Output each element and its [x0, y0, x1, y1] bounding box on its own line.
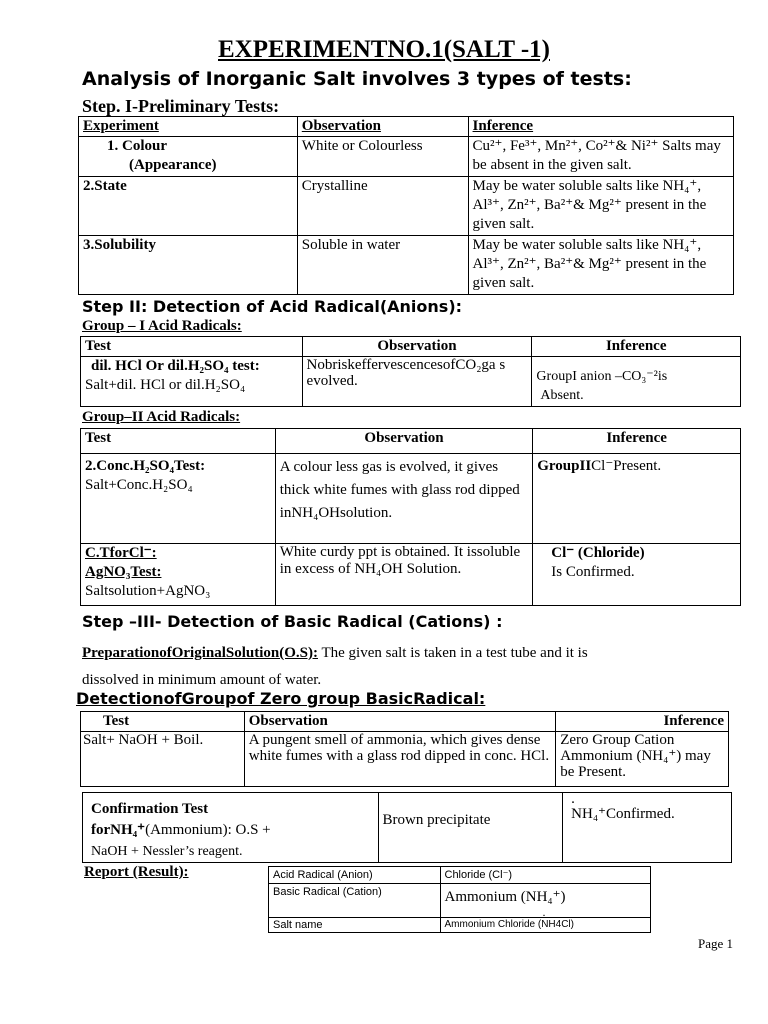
observation-cell: Brown precipitate — [378, 793, 563, 863]
table-row — [79, 236, 734, 295]
experiment-name: 1. Colour — [107, 138, 167, 154]
inference-cell — [563, 793, 732, 863]
confirmation-ion: forNH₄⁺ — [91, 822, 146, 838]
confirmation-table — [82, 792, 732, 863]
test-cell — [81, 544, 276, 606]
header-experiment: Experiment — [79, 117, 298, 137]
experiment-cell: 2.State — [79, 177, 298, 236]
report-table — [268, 866, 651, 933]
inference-cell: Cu²⁺, Fe³⁺, Mn²⁺, Co²⁺& Ni²⁺ Salts may be absent in the given salt. — [468, 137, 733, 177]
inference-line: GroupI anion –CO₃⁻²is — [536, 369, 668, 384]
group2-heading: Group–II Acid Radicals: — [82, 409, 241, 425]
table-row — [79, 137, 734, 177]
observation-cell: Crystalline — [297, 177, 468, 236]
confirmation-procedure: (Ammonium): O.S + — [145, 822, 271, 838]
header-observation: Observation — [302, 337, 532, 357]
table-header-row — [81, 712, 729, 732]
zero-group-heading: DetectionofGroupof Zero group BasicRadical: — [76, 689, 486, 708]
original-solution-paragraph — [82, 640, 722, 694]
test-procedure: Salt+dil. HCl or dil.H₂SO₄ — [85, 377, 246, 393]
header-inference: Inference — [468, 117, 733, 137]
page-title: EXPERIMENTNO.1(SALT -1) — [218, 36, 550, 63]
confirmation-test-line: NaOH + Nessler’s reagent. — [91, 844, 243, 859]
table-row — [269, 884, 651, 918]
report-label: Basic Radical (Cation) — [269, 884, 441, 918]
report-heading: Report (Result): — [84, 864, 189, 880]
inference-cell — [532, 357, 741, 407]
inference-line: NH₄⁺Confirmed. — [571, 806, 675, 822]
test-procedure: Salt+Conc.H₂SO₄ — [85, 477, 193, 493]
report-value: Chloride (Cl⁻) — [440, 867, 651, 884]
group1-heading: Group – I Acid Radicals: — [82, 318, 242, 334]
experiment-cell — [79, 137, 298, 177]
zero-group-table — [80, 711, 729, 787]
report-label: Salt name — [269, 918, 441, 933]
report-label: Acid Radical (Anion) — [269, 867, 441, 884]
group2-table — [80, 428, 741, 606]
observation-cell: White or Colourless — [297, 137, 468, 177]
report-dot: . — [542, 905, 546, 919]
inference-cell — [533, 454, 741, 544]
test-cell: Salt+ NaOH + Boil. — [81, 732, 245, 787]
step2-heading: Step II: Detection of Acid Radical(Anions): — [82, 297, 463, 316]
test-name: AgNO₃Test: — [85, 564, 162, 580]
table-row — [79, 177, 734, 236]
header-test: Test — [81, 712, 245, 732]
header-observation: Observation — [275, 429, 532, 454]
table-row — [269, 918, 651, 933]
inference-text: Cl⁻Present. — [591, 458, 662, 474]
header-observation: Observation — [244, 712, 555, 732]
test-cell — [83, 793, 379, 863]
table-row — [81, 732, 729, 787]
inference-line: Is Confirmed. — [551, 564, 635, 580]
observation-cell: NobriskeffervescencesofCO₂ga s evolved. — [302, 357, 532, 407]
confirmation-test-label: Confirmation Test — [91, 801, 209, 817]
observation-cell: Soluble in water — [297, 236, 468, 295]
page-number: Page 1 — [698, 936, 734, 951]
inference-dot: . — [571, 791, 575, 807]
header-inference: Inference — [556, 712, 729, 732]
group1-table — [80, 336, 741, 407]
test-name: C.TforCl⁻: — [85, 545, 157, 561]
report-value-text: Ammonium (NH₄⁺) — [444, 889, 566, 905]
table-header-row — [81, 429, 741, 454]
header-inference: Inference — [532, 337, 741, 357]
test-name: 2.Conc.H₂SO₄Test: — [85, 458, 206, 474]
header-test: Test — [81, 337, 303, 357]
inference-line: Absent. — [540, 388, 584, 403]
step1-heading: Step. I-Preliminary Tests: — [82, 96, 280, 116]
inference-cell: May be water soluble salts like NH₄⁺, Al³⁺, Zn²⁺, Ba²⁺& Mg²⁺ present in the given salt. — [468, 236, 733, 295]
inference-cell: Zero Group Cation Ammonium (NH₄⁺) may be Present. — [556, 732, 729, 787]
table-row — [81, 357, 741, 407]
header-observation: Observation — [297, 117, 468, 137]
original-solution-label: PreparationofOriginalSolution(O.S): — [82, 645, 318, 661]
table-header-row — [81, 337, 741, 357]
inference-group: GroupII — [537, 458, 592, 474]
preliminary-tests-table — [78, 116, 734, 295]
observation-cell: A colour less gas is evolved, it gives thick white fumes with glass rod dipped inNH₄OHsolution. — [275, 454, 532, 544]
experiment-subname: (Appearance) — [129, 157, 217, 173]
table-row — [83, 793, 732, 863]
confirmation-test-line — [91, 820, 370, 841]
report-value — [440, 884, 651, 918]
page-subtitle: Analysis of Inorganic Salt involves 3 types of tests: — [82, 68, 632, 90]
observation-cell: A pungent smell of ammonia, which gives dense white fumes with a glass rod dipped in conc. HCl. — [244, 732, 555, 787]
inference-line: Cl⁻ (Chloride) — [551, 545, 645, 561]
report-value: Ammonium Chloride (NH4Cl) — [440, 918, 651, 933]
table-header-row — [79, 117, 734, 137]
step3-heading: Step –III- Detection of Basic Radical (Cations) : — [82, 612, 503, 631]
table-row — [81, 544, 741, 606]
header-test: Test — [81, 429, 276, 454]
test-name: dil. HCl Or dil.H₂SO₄ test: — [91, 358, 260, 374]
test-cell — [81, 454, 276, 544]
observation-cell: White curdy ppt is obtained. It issoluble in excess of NH₄OH Solution. — [275, 544, 532, 606]
table-row — [81, 454, 741, 544]
inference-cell — [533, 544, 741, 606]
original-solution-text: dissolved in minimum amount of water. — [82, 672, 322, 688]
test-cell — [81, 357, 303, 407]
table-row — [269, 867, 651, 884]
experiment-cell: 3.Solubility — [79, 236, 298, 295]
header-inference: Inference — [533, 429, 741, 454]
original-solution-text: The given salt is taken in a test tube and it is — [317, 645, 588, 661]
inference-cell: May be water soluble salts like NH₄⁺, Al³⁺, Zn²⁺, Ba²⁺& Mg²⁺ present in the given salt. — [468, 177, 733, 236]
test-procedure: Saltsolution+AgNO₃ — [85, 583, 211, 599]
